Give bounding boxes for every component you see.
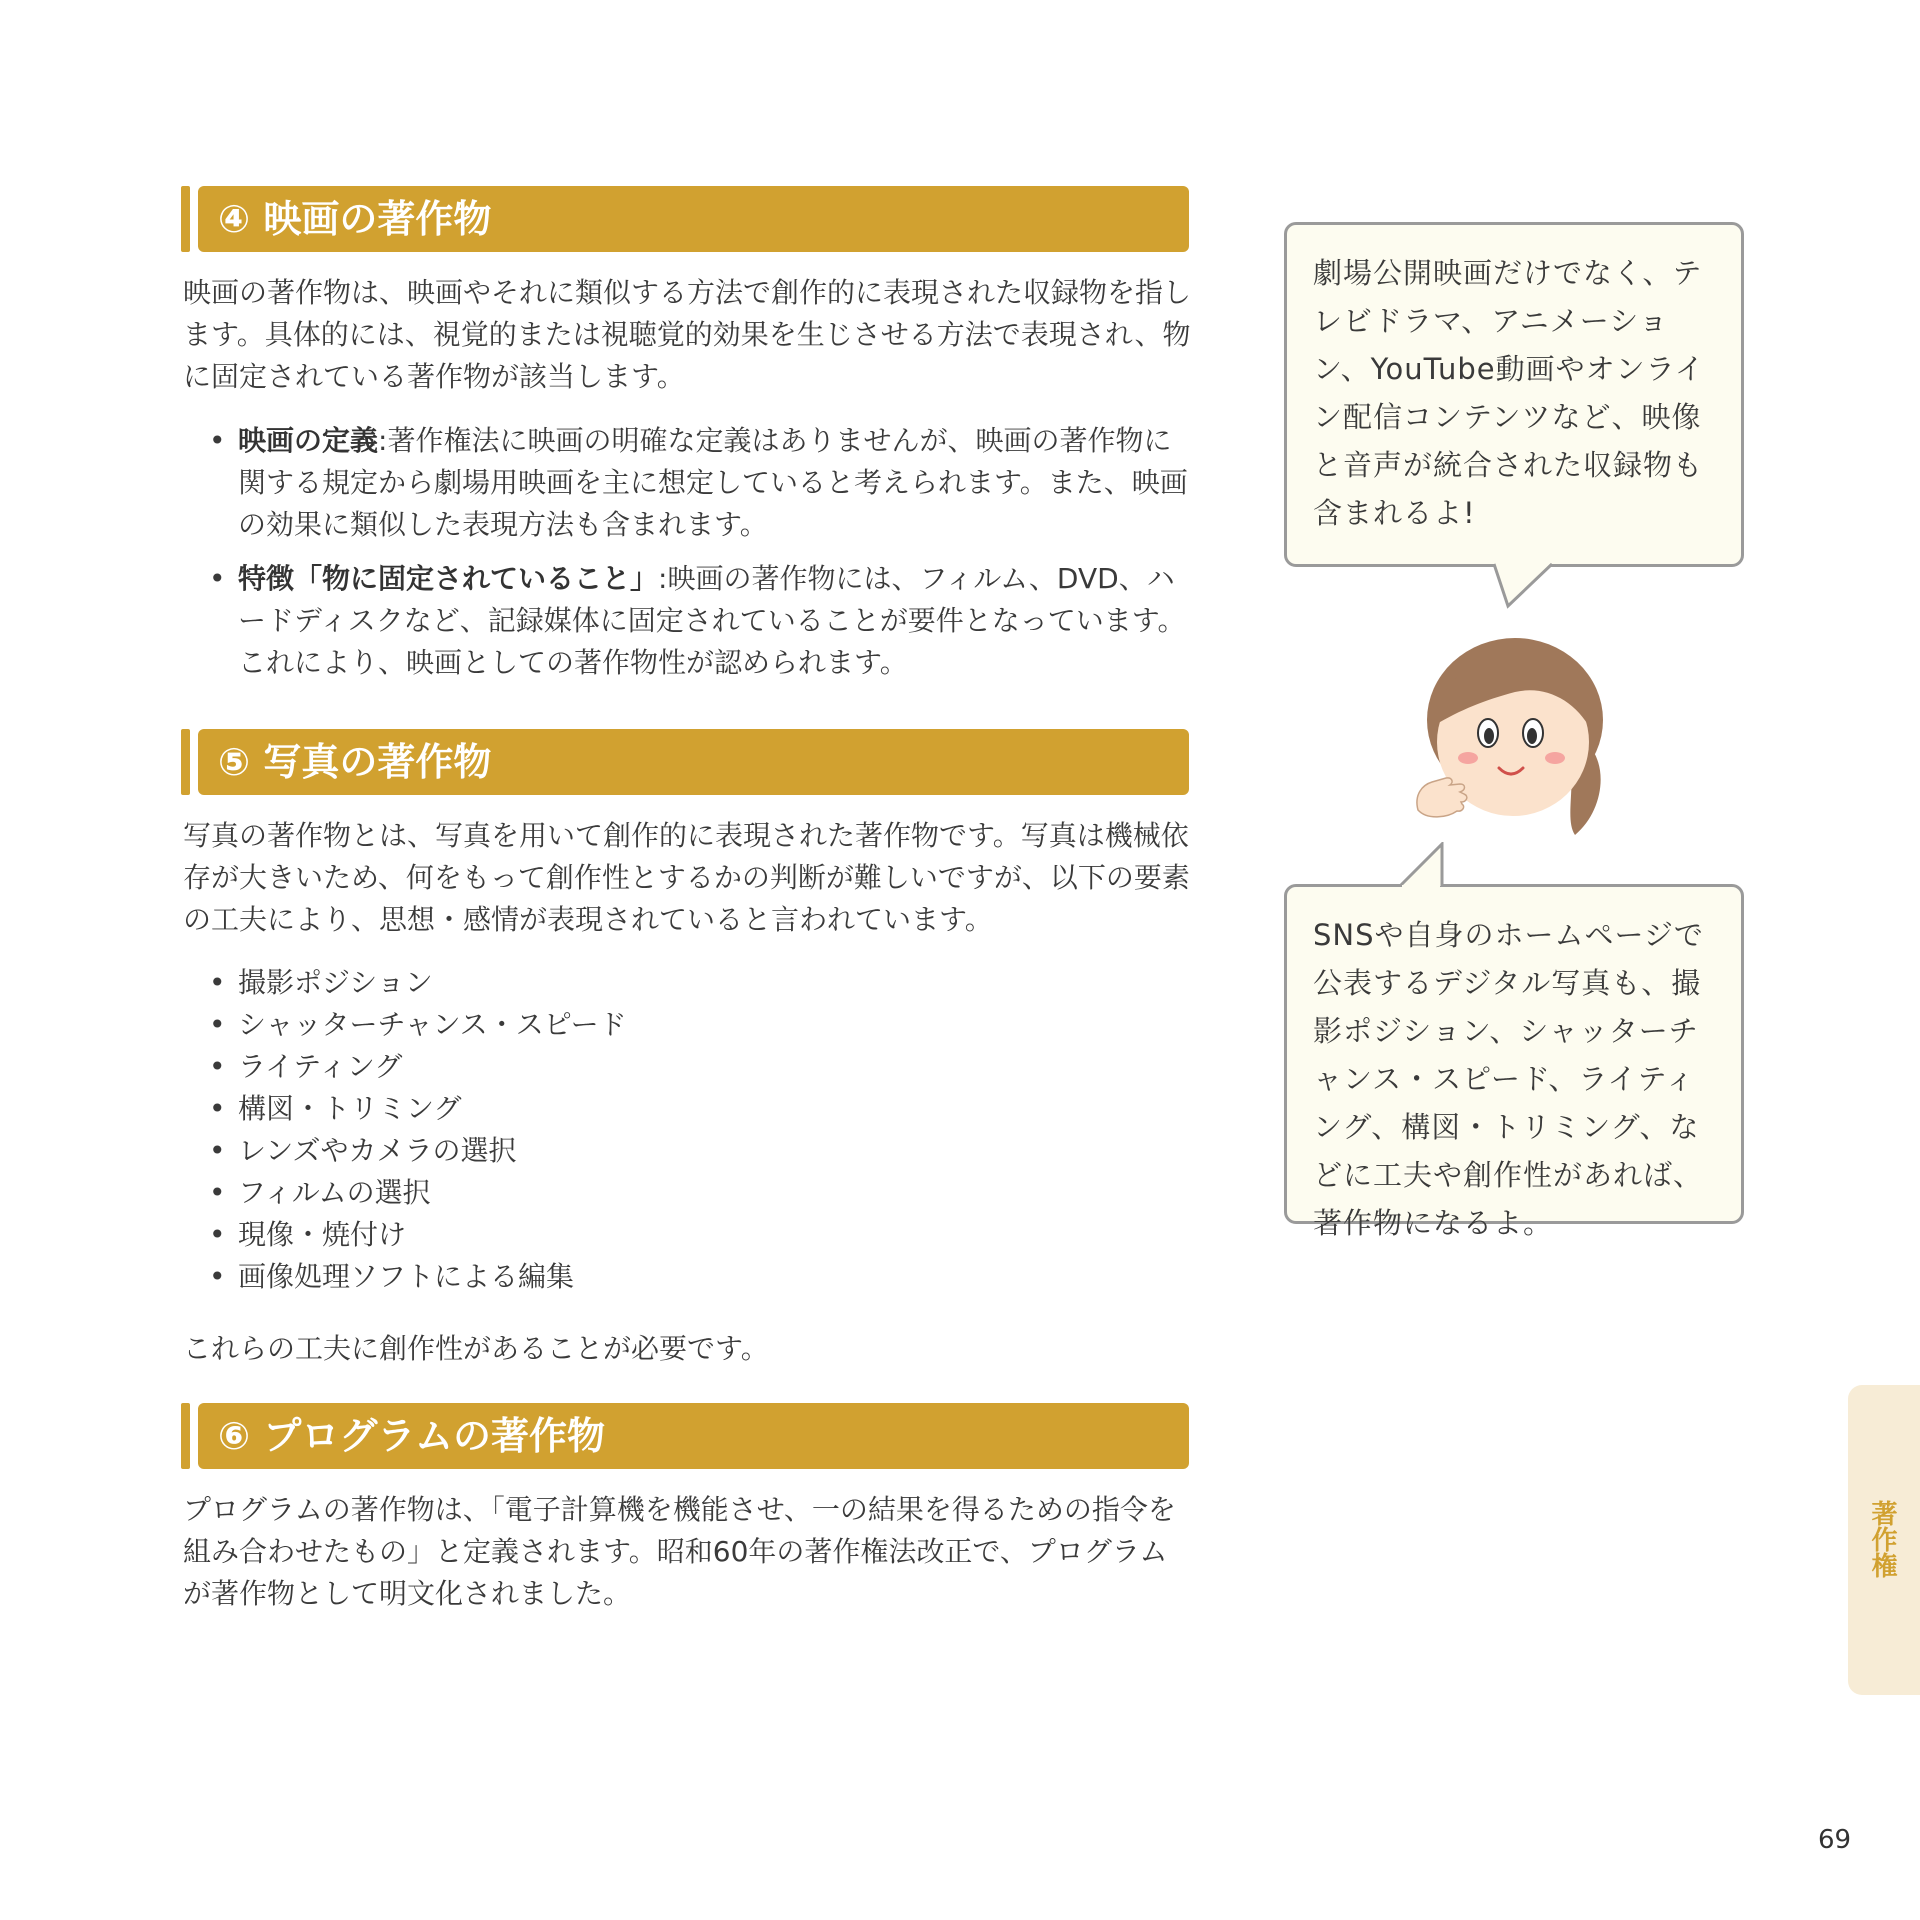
bullet-dot: •	[209, 424, 226, 457]
item-text: :映画の著作物には、フィルム、DVD、ハードディスクなど、記録媒体に固定されていることが要件となっています。これにより、映画としての著作物性が認められます。	[238, 562, 1186, 679]
list-item	[205, 1088, 1190, 1130]
definition-list	[205, 420, 1190, 696]
heading-accent-mark	[181, 186, 190, 252]
side-tab-label: 著作権	[1867, 1500, 1897, 1578]
list-item	[205, 420, 1190, 546]
list-item	[205, 1214, 1190, 1256]
page-number: 69	[1818, 1825, 1852, 1855]
list-item	[205, 1004, 1190, 1046]
list-item	[205, 1130, 1190, 1172]
item-term: 特徴「物に固定されていること」	[238, 562, 659, 595]
item-text: シャッターチャンス・スピード	[238, 1008, 627, 1041]
bullet-dot: •	[209, 1092, 226, 1125]
section-intro: 映画の著作物は、映画やそれに類似する方法で創作的に表現された収録物を指します。具体的には、視覚的または視聴覚的効果を生じさせる方法で表現され、物に固定されている著作物が該当します。	[183, 276, 1192, 393]
section-heading-program	[181, 1403, 1189, 1469]
speech-bubble-top	[1284, 222, 1744, 567]
list-item	[205, 1046, 1190, 1088]
list-item	[205, 1172, 1190, 1214]
item-text: ライティング	[238, 1050, 403, 1083]
item-text: 構図・トリミング	[238, 1092, 462, 1125]
section-heading-photo	[181, 729, 1189, 795]
bubble-tail-up	[1398, 842, 1458, 888]
section-intro: プログラムの著作物は、「電子計算機を機能させ、一の結果を得るための指令を組み合わせたもの」と定義されます。昭和60年の著作権法改正で、プログラムが著作物として明文化されました。	[183, 1493, 1176, 1610]
bubble-tail-down	[1490, 562, 1560, 612]
item-term: 映画の定義	[238, 424, 379, 457]
item-text: :著作権法に映画の明確な定義はありませんが、映画の著作物に関する規定から劇場用映画を主に想定していると考えられます。また、映画の効果に類似した表現方法も含まれます。	[238, 424, 1188, 541]
bullet-dot: •	[209, 1176, 226, 1209]
speech-bubble-bottom	[1284, 884, 1744, 1240]
section-title: ④ 映画の著作物	[198, 186, 1189, 252]
section-heading-film	[181, 186, 1189, 252]
bullet-dot: •	[209, 1134, 226, 1167]
bubble-text: SNSや自身のホームページで公表するデジタル写真も、撮影ポジション、シャッターチャンス・スピード、ライティング、構図・トリミング、などに工夫や創作性があれば、著作物になるよ。	[1313, 918, 1704, 1240]
waving-hand-icon	[1412, 770, 1472, 825]
item-text: 画像処理ソフトによる編集	[238, 1260, 575, 1293]
heading-accent-mark	[181, 1403, 190, 1469]
section-intro: 写真の著作物とは、写真を用いて創作的に表現された著作物です。写真は機械依存が大きいため、何をもって創作性とするかの判断が難しいですが、以下の要素の工夫により、思想・感情が表現されていると言われています。	[183, 819, 1190, 936]
bullet-dot: •	[209, 1260, 226, 1293]
item-text: 現像・焼付け	[238, 1218, 407, 1251]
section-title: ⑥ プログラムの著作物	[198, 1403, 1189, 1469]
bullet-dot: •	[209, 1218, 226, 1251]
bubble-text: 劇場公開映画だけでなく、テレビドラマ、アニメーション、YouTube動画やオンライン配信コンテンツなど、映像と音声が統合された収録物も含まれるよ!	[1313, 256, 1705, 530]
element-list	[205, 962, 1190, 1298]
heading-accent-mark	[181, 729, 190, 795]
bullet-dot: •	[209, 1050, 226, 1083]
item-text: レンズやカメラの選択	[238, 1134, 517, 1167]
item-text: フィルムの選択	[238, 1176, 431, 1209]
bullet-dot: •	[209, 966, 226, 999]
list-item	[205, 1256, 1190, 1298]
section-outro: これらの工夫に創作性があることが必要です。	[183, 1332, 769, 1365]
item-text: 撮影ポジション	[238, 966, 433, 999]
section-title: ⑤ 写真の著作物	[198, 729, 1189, 795]
list-item	[205, 558, 1190, 684]
list-item	[205, 962, 1190, 1004]
bullet-dot: •	[209, 1008, 226, 1041]
bullet-dot: •	[209, 562, 226, 595]
